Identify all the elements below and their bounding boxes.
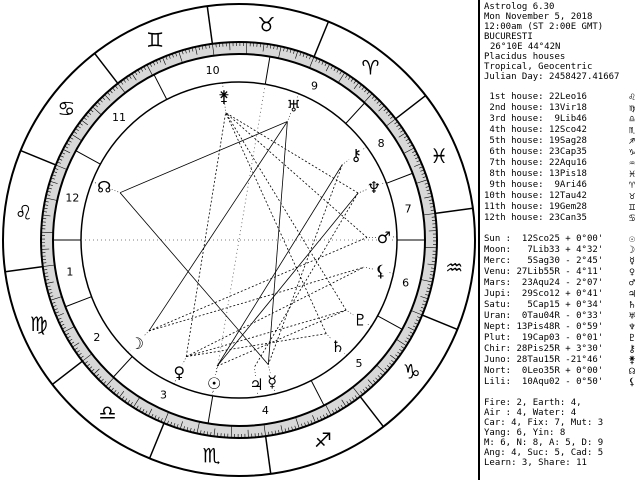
sign-glyph-icon: ♑ bbox=[628, 147, 636, 158]
house-value: 12Tau42 bbox=[549, 191, 587, 201]
planet-row bbox=[484, 289, 638, 300]
stat-line: Learn: 3, Share: 11 bbox=[484, 458, 587, 468]
planet-glyph-icon: ♃ bbox=[628, 289, 636, 300]
planet-row-text bbox=[484, 311, 626, 322]
planet-glyph-icon: ♅ bbox=[628, 311, 636, 322]
gemini-sign-icon: ♊ bbox=[146, 27, 165, 52]
sign-glyph-icon: ♊ bbox=[628, 202, 636, 213]
house-row bbox=[484, 125, 638, 136]
planet-row bbox=[484, 234, 638, 245]
planet-row-text bbox=[484, 322, 626, 333]
house-row bbox=[484, 180, 638, 191]
house-value: 9Lib46 bbox=[549, 114, 587, 124]
planet-name: Satu: bbox=[484, 300, 517, 310]
planet-glyph-icon: ☿ bbox=[628, 256, 636, 267]
capricorn-sign-icon: ♑ bbox=[402, 359, 421, 384]
planet-name: Venu: bbox=[484, 267, 517, 277]
house-label: 9th house: bbox=[484, 180, 550, 190]
planet-speed: - 2°45' bbox=[565, 256, 604, 266]
house-value: 23Cap35 bbox=[549, 147, 587, 157]
uranus-icon: ♅ bbox=[286, 96, 301, 116]
house-row bbox=[484, 114, 638, 125]
mars-icon: ♂ bbox=[376, 228, 392, 248]
lilith-icon: ⚸ bbox=[374, 261, 387, 281]
planet-speed: + 0°34' bbox=[565, 300, 604, 310]
planet-row bbox=[484, 256, 638, 267]
planet-row-text bbox=[484, 355, 626, 366]
planet-pos: 0Tau04R bbox=[516, 311, 566, 321]
planet-pos: 23Aqu24 bbox=[516, 278, 566, 288]
planet-position-list bbox=[484, 234, 638, 388]
planet-row bbox=[484, 344, 638, 355]
house-row bbox=[484, 147, 638, 158]
chart-place: BUCURESTI bbox=[484, 32, 533, 42]
planet-pos: 5Sag30 bbox=[516, 256, 566, 266]
house-row-text bbox=[484, 191, 626, 202]
planet-speed: -21°46' bbox=[565, 355, 604, 365]
house-row bbox=[484, 191, 638, 202]
house-label: 10th house: bbox=[484, 191, 550, 201]
sign-glyph-icon: ♌ bbox=[628, 92, 636, 103]
planet-pos: 0Leo35R bbox=[516, 366, 566, 376]
house-number: 11 bbox=[111, 110, 126, 124]
house-row bbox=[484, 103, 638, 114]
sign-glyph-icon: ♏ bbox=[628, 125, 636, 136]
house-row-text bbox=[484, 125, 626, 136]
house-value: 22Leo16 bbox=[549, 92, 587, 102]
planet-name: Sun : bbox=[484, 234, 517, 244]
planet-pos: 28Tau15R bbox=[516, 355, 566, 365]
house-label: 1st house: bbox=[484, 92, 550, 102]
sagittarius-sign-icon: ♐ bbox=[313, 428, 332, 453]
house-number: 5 bbox=[355, 357, 363, 371]
house-number: 2 bbox=[93, 330, 101, 344]
planet-speed: + 4°32' bbox=[565, 245, 604, 255]
chart-coords: 26°10E 44°42N bbox=[490, 42, 561, 52]
stat-line: Car: 4, Fix: 7, Mut: 3 bbox=[484, 418, 604, 428]
sign-glyph-icon: ♉ bbox=[628, 191, 636, 202]
house-label: 11th house: bbox=[484, 202, 550, 212]
julian-day: Julian Day: 2458427.41667 bbox=[484, 72, 620, 82]
house-label: 6th house: bbox=[484, 147, 550, 157]
moon-icon: ☽ bbox=[129, 334, 145, 354]
stat-line: Yang: 6, Yin: 8 bbox=[484, 428, 566, 438]
house-value: 19Sag28 bbox=[549, 136, 587, 146]
planet-row-text bbox=[484, 344, 626, 355]
planet-name: Chir: bbox=[484, 344, 517, 354]
planet-row bbox=[484, 355, 638, 366]
planet-pos: 12Sco25 bbox=[516, 234, 566, 244]
house-number: 3 bbox=[160, 388, 168, 402]
planet-pos: 29Sco12 bbox=[516, 289, 566, 299]
planet-row-text bbox=[484, 278, 626, 289]
planet-glyph-icon: ⚵ bbox=[628, 355, 636, 366]
neptune-icon: ♆ bbox=[366, 177, 382, 197]
chiron-icon: ⚷ bbox=[350, 145, 362, 165]
planet-pos: 27Lib55R bbox=[516, 267, 566, 277]
virgo-sign-icon: ♍ bbox=[29, 311, 48, 336]
stat-line: Air : 4, Water: 4 bbox=[484, 408, 577, 418]
house-label: 2nd house: bbox=[484, 103, 550, 113]
planet-speed: + 0°41' bbox=[565, 289, 604, 299]
planet-glyph-icon: ⚸ bbox=[628, 377, 636, 388]
house-value: 13Pis18 bbox=[549, 169, 587, 179]
house-row bbox=[484, 158, 638, 169]
house-value: 13Vir18 bbox=[549, 103, 587, 113]
jupiter-icon: ♃ bbox=[249, 374, 264, 394]
venus-icon: ♀ bbox=[173, 363, 186, 383]
planet-name: Nept: bbox=[484, 322, 517, 332]
house-row bbox=[484, 202, 638, 213]
planet-glyph-icon: ☽ bbox=[628, 245, 636, 256]
planet-glyph-icon: ♄ bbox=[628, 300, 636, 311]
house-row-text bbox=[484, 103, 626, 114]
planet-speed: - 0°50' bbox=[565, 377, 604, 387]
house-row-text bbox=[484, 169, 626, 180]
planet-row bbox=[484, 311, 638, 322]
planet-pos: 7Lib33 bbox=[516, 245, 566, 255]
sign-glyph-icon: ♎ bbox=[628, 114, 636, 125]
sign-glyph-icon: ♓ bbox=[628, 169, 636, 180]
house-number: 7 bbox=[404, 202, 412, 216]
planet-name: Mars: bbox=[484, 278, 517, 288]
planet-speed: + 0°00' bbox=[565, 366, 604, 376]
taurus-sign-icon: ♉ bbox=[257, 12, 276, 37]
planet-row-text bbox=[484, 256, 626, 267]
planet-name: Juno: bbox=[484, 355, 517, 365]
planet-row-text bbox=[484, 333, 626, 344]
house-number: 10 bbox=[205, 64, 220, 78]
aries-sign-icon: ♈ bbox=[361, 55, 380, 80]
sign-glyph-icon: ♈ bbox=[628, 180, 636, 191]
house-number: 8 bbox=[377, 137, 385, 151]
stat-line: Fire: 2, Earth: 4, bbox=[484, 398, 582, 408]
sign-glyph-icon: ♍ bbox=[628, 103, 636, 114]
house-label: 8th house: bbox=[484, 169, 550, 179]
planet-name: Moon: bbox=[484, 245, 517, 255]
house-label: 5th house: bbox=[484, 136, 550, 146]
planet-speed: - 2°07' bbox=[565, 278, 604, 288]
planet-pos: 19Cap03 bbox=[516, 333, 566, 343]
planet-row-text bbox=[484, 300, 626, 311]
planet-name: Nort: bbox=[484, 366, 517, 376]
house-number: 6 bbox=[402, 276, 410, 290]
planet-row-text bbox=[484, 289, 626, 300]
planet-speed: - 4°11' bbox=[565, 267, 604, 277]
house-row-text bbox=[484, 147, 626, 158]
planet-row bbox=[484, 300, 638, 311]
stat-line: Ang: 4, Suc: 5, Cad: 5 bbox=[484, 448, 604, 458]
house-label: 12th house: bbox=[484, 213, 550, 223]
house-row bbox=[484, 92, 638, 103]
house-row bbox=[484, 169, 638, 180]
planet-speed: - 0°59' bbox=[565, 322, 604, 332]
info-panel bbox=[484, 2, 638, 468]
juno-icon: ⚵ bbox=[218, 86, 230, 106]
planet-pos: 10Aqu02 bbox=[516, 377, 566, 387]
planet-name: Lili: bbox=[484, 377, 517, 387]
saturn-icon: ♄ bbox=[330, 337, 346, 357]
pluto-icon: ♇ bbox=[353, 310, 368, 330]
planet-pos: 13Pis48R bbox=[516, 322, 566, 332]
planet-row bbox=[484, 278, 638, 289]
planet-pos: 28Pis25R bbox=[516, 344, 566, 354]
house-system: Placidus houses bbox=[484, 52, 566, 62]
house-row-text bbox=[484, 136, 626, 147]
program-name: Astrolog 6.30 bbox=[484, 2, 555, 12]
sign-glyph-icon: ♒ bbox=[628, 158, 636, 169]
planet-speed: + 0°00' bbox=[565, 234, 604, 244]
sign-glyph-icon: ♋ bbox=[628, 213, 636, 224]
house-value: 23Can35 bbox=[549, 213, 587, 223]
planet-speed: - 0°01' bbox=[565, 333, 604, 343]
chart-date: Mon November 5, 2018 bbox=[484, 12, 593, 22]
house-row-text bbox=[484, 158, 626, 169]
planet-glyph-icon: ♂ bbox=[628, 278, 636, 289]
planet-speed: - 0°33' bbox=[565, 311, 604, 321]
house-label: 3rd house: bbox=[484, 114, 550, 124]
planet-row-text bbox=[484, 234, 626, 245]
planet-glyph-icon: ⚷ bbox=[628, 344, 636, 355]
house-number: 1 bbox=[66, 265, 74, 279]
planet-row bbox=[484, 366, 638, 377]
cancer-sign-icon: ♋ bbox=[57, 96, 76, 121]
house-row bbox=[484, 213, 638, 224]
house-row-text bbox=[484, 92, 626, 103]
panel-divider bbox=[478, 0, 480, 480]
house-row-text bbox=[484, 114, 626, 125]
zodiac-type: Tropical, Geocentric bbox=[484, 62, 593, 72]
house-row-text bbox=[484, 213, 626, 224]
planet-glyph-icon: ♆ bbox=[628, 322, 636, 333]
planet-row-text bbox=[484, 267, 626, 278]
planet-name: Uran: bbox=[484, 311, 517, 321]
planet-row bbox=[484, 245, 638, 256]
planet-speed: + 3°30' bbox=[565, 344, 604, 354]
scorpio-sign-icon: ♏ bbox=[202, 443, 221, 468]
planet-row bbox=[484, 377, 638, 388]
planet-pos: 5Cap15 bbox=[516, 300, 566, 310]
house-row-text bbox=[484, 202, 626, 213]
element-stats bbox=[484, 398, 638, 468]
house-cusp-list bbox=[484, 92, 638, 224]
house-value: 22Aqu16 bbox=[549, 158, 587, 168]
planet-glyph-icon: ♀ bbox=[628, 267, 636, 278]
house-row bbox=[484, 136, 638, 147]
planet-glyph-icon: ☊ bbox=[628, 366, 636, 377]
libra-sign-icon: ♎ bbox=[98, 400, 117, 425]
house-value: 19Gem28 bbox=[549, 202, 587, 212]
house-label: 4th house: bbox=[484, 125, 550, 135]
chart-time: 12:00am (ST 2:00E GMT) bbox=[484, 22, 604, 32]
house-label: 7th house: bbox=[484, 158, 550, 168]
planet-glyph-icon: ♇ bbox=[628, 333, 636, 344]
mercury-icon: ☿ bbox=[267, 372, 278, 392]
planet-row bbox=[484, 333, 638, 344]
house-value: 12Sco42 bbox=[549, 125, 587, 135]
planet-glyph-icon: ☉ bbox=[628, 234, 636, 245]
house-number: 9 bbox=[310, 79, 318, 93]
planet-name: Plut: bbox=[484, 333, 517, 343]
leo-sign-icon: ♌ bbox=[14, 200, 33, 225]
planet-name: Merc: bbox=[484, 256, 517, 266]
sign-glyph-icon: ♐ bbox=[628, 136, 636, 147]
aquarius-sign-icon: ♒ bbox=[445, 255, 464, 280]
planet-row-text bbox=[484, 245, 626, 256]
stat-line: M: 6, N: 8, A: 5, D: 9 bbox=[484, 438, 604, 448]
planet-row-text bbox=[484, 366, 626, 377]
house-value: 9Ari46 bbox=[549, 180, 587, 190]
pisces-sign-icon: ♓ bbox=[430, 144, 449, 169]
node-icon: ☊ bbox=[97, 177, 112, 197]
house-number: 12 bbox=[65, 191, 80, 205]
planet-row-text bbox=[484, 377, 626, 388]
planet-row bbox=[484, 322, 638, 333]
planet-row bbox=[484, 267, 638, 278]
sun-icon: ☉ bbox=[207, 373, 222, 393]
house-row-text bbox=[484, 180, 626, 191]
house-number: 4 bbox=[261, 403, 269, 417]
planet-name: Jupi: bbox=[484, 289, 517, 299]
